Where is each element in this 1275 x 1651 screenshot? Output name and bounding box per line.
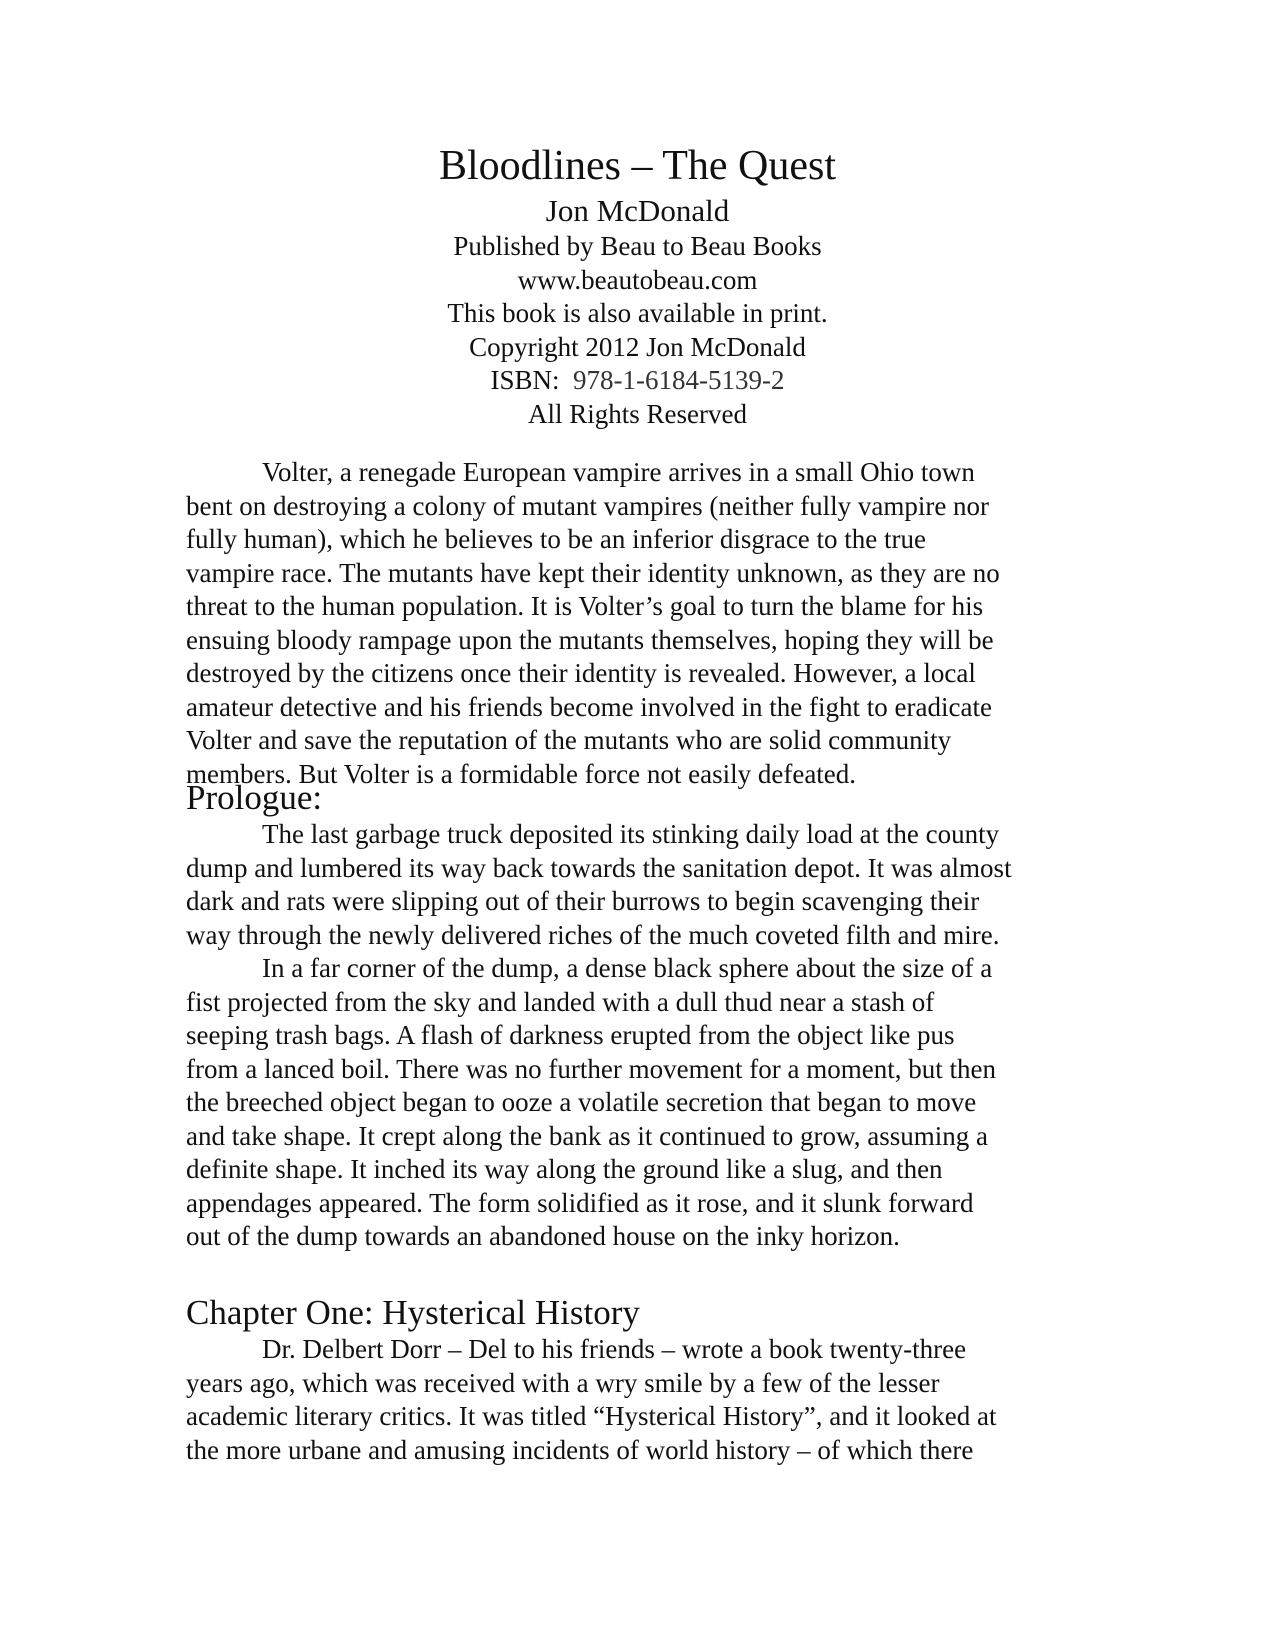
blurb-paragraph [186,456,1096,791]
text-line: members. But Volter is a formidable force not easily defeated. [186,758,857,789]
front-matter [0,140,1275,431]
text-line: fully human), which he believes to be an inferior disgrace to the true [186,524,926,554]
text-line: appendages appeared. The form solidified as it rose, and it slunk forward [186,1187,974,1218]
copyright-line: Copyright 2012 Jon McDonald [469,331,806,362]
isbn-value: 978-1-6184-5139-2 [573,365,785,395]
text-line: amateur detective and his friends become involved in the fight to eradicate [186,691,992,722]
text-line: The last garbage truck deposited its stinking daily load at the county [262,819,1000,849]
publisher-line: Published by Beau to Beau Books [453,231,822,261]
prologue-paragraph-1 [186,818,1096,952]
rights-line: All Rights Reserved [528,398,747,429]
text-line: seeping trash bags. A flash of darkness erupted from the object like pus [186,1020,955,1050]
availability-line: This book is also available in print. [447,298,828,328]
website-line: www.beautobeau.com [517,264,758,295]
prologue-paragraph-2 [186,952,1096,1254]
text-line: Volter and save the reputation of the mutants who are solid community [186,725,952,755]
chapter-one-section [186,1293,1096,1467]
text-line: the breeched object began to ooze a volatile secretion that began to move [186,1087,977,1117]
text-line: destroyed by the citizens once their identity is revealed. However, a local [186,658,976,688]
text-line: and take shape. It crept along the bank as it continued to grow, assuming a [186,1120,989,1151]
text-line: out of the dump towards an abandoned house on the inky horizon. [186,1221,900,1251]
isbn-line [0,364,1275,398]
text-line: threat to the human population. It is Volter’s goal to turn the blame for his [186,591,984,621]
book-title: Bloodlines – The Quest [438,143,837,189]
text-line: fist projected from the sky and landed with a dull thud near a stash of [186,986,935,1017]
text-line: Dr. Delbert Dorr – Del to his friends – wrote a book twenty-three [262,1334,967,1364]
prologue-heading: Prologue: [186,778,323,817]
text-line: dump and lumbered its way back towards the sanitation depot. It was almost [186,852,1012,883]
prologue-section [186,778,1096,1254]
text-line: dark and rats were slipping out of their burrows to begin scavenging their [186,886,980,916]
text-line: academic literary critics. It was titled “Hysterical History”, and it looked at [186,1401,997,1431]
isbn-label: ISBN: [490,365,560,395]
text-line: vampire race. The mutants have kept their identity unknown, as they are no [186,557,1000,588]
chapter-one-paragraph-1 [186,1333,1096,1467]
text-line: ensuing bloody rampage upon the mutants themselves, hoping they will be [186,624,994,655]
text-line: Volter, a renegade European vampire arrives in a small Ohio town [262,457,975,487]
text-line: years ago, which was received with a wry smile by a few of the lesser [186,1367,940,1398]
text-line: bent on destroying a colony of mutant vampires (neither fully vampire nor [186,490,990,521]
blurb-section [186,456,1096,791]
chapter-one-heading: Chapter One: Hysterical History [186,1293,640,1332]
text-line: definite shape. It inched its way along the ground like a slug, and then [186,1154,943,1184]
text-line: from a lanced boil. There was no further movement for a moment, but then [186,1053,996,1084]
text-line: way through the newly delivered riches of the much coveted filth and mire. [186,919,1000,950]
text-line: In a far corner of the dump, a dense black sphere about the size of a [262,953,993,983]
text-line: the more urbane and amusing incidents of world history – of which there [186,1434,974,1465]
author-name: Jon McDonald [545,193,730,228]
